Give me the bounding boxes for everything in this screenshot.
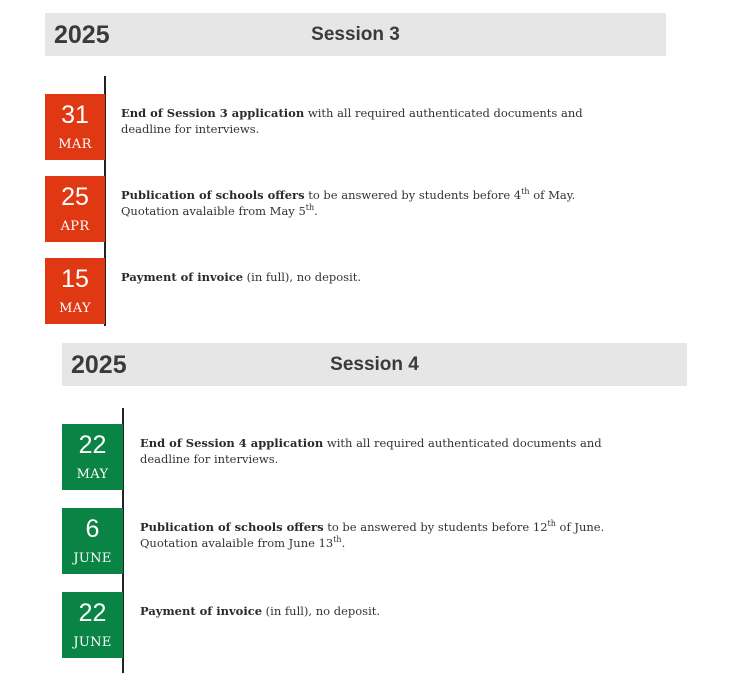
date-day: 25 — [61, 183, 89, 211]
date-badge — [62, 508, 123, 574]
date-month: JUNE — [73, 551, 112, 566]
event-text: with all required authenticated documents and deadline for interviews. — [140, 436, 602, 466]
date-badge — [45, 94, 105, 160]
date-month: MAR — [58, 137, 92, 152]
timeline-event — [62, 424, 687, 490]
event-text: to be answered by students before 12 — [323, 520, 548, 534]
timeline-event — [45, 176, 666, 242]
superscript: th — [521, 187, 530, 197]
date-day: 15 — [61, 265, 89, 293]
event-text-3: . — [341, 536, 346, 550]
event-title: Publication of schools offers — [121, 188, 305, 202]
date-day: 6 — [85, 515, 100, 543]
session-title: Session 4 — [330, 354, 419, 375]
superscript: th — [305, 203, 315, 213]
session-title: Session 3 — [311, 24, 400, 45]
date-month: MAY — [59, 301, 91, 316]
year-label: 2025 — [54, 21, 110, 49]
event-text: (in full), no deposit. — [243, 270, 362, 284]
event-text-2: of May. Quotation avalaible from May 5 — [121, 188, 576, 218]
event-text: with all required authenticated documents and deadline for interviews. — [121, 106, 583, 136]
superscript: th — [547, 519, 556, 529]
session-3-section — [45, 13, 666, 326]
event-text: to be answered by students before 4 — [304, 188, 522, 202]
session-header — [62, 343, 687, 386]
event-title: Publication of schools offers — [140, 520, 324, 534]
session-4-section — [62, 343, 687, 673]
event-description — [140, 435, 655, 467]
event-description — [140, 603, 655, 619]
date-month: JUNE — [73, 635, 112, 650]
event-title: Payment of invoice — [121, 270, 244, 284]
date-badge — [62, 592, 123, 658]
event-title: Payment of invoice — [140, 604, 263, 618]
date-day: 22 — [78, 599, 107, 627]
event-title: End of Session 4 application — [140, 436, 324, 450]
event-description — [140, 519, 655, 551]
timeline-event — [45, 258, 666, 324]
date-month: APR — [60, 219, 90, 234]
event-text: (in full), no deposit. — [262, 604, 381, 618]
event-description — [121, 269, 636, 285]
event-text-3: . — [314, 204, 318, 218]
date-badge — [45, 258, 105, 324]
event-text-2: of June. Quotation avalaible from June 13 — [140, 520, 605, 550]
date-month: MAY — [76, 467, 109, 482]
timeline-event — [45, 94, 666, 160]
event-title: End of Session 3 application — [121, 106, 305, 120]
year-label: 2025 — [71, 351, 127, 379]
event-description — [121, 187, 636, 219]
event-description — [121, 105, 636, 137]
timeline — [62, 386, 687, 673]
date-day: 22 — [78, 431, 107, 459]
superscript: th — [333, 535, 342, 545]
timeline-event — [62, 508, 687, 574]
timeline — [45, 56, 666, 326]
date-badge — [45, 176, 105, 242]
date-day: 31 — [61, 101, 89, 129]
timeline-event — [62, 592, 687, 658]
session-header — [45, 13, 666, 56]
date-badge — [62, 424, 123, 490]
